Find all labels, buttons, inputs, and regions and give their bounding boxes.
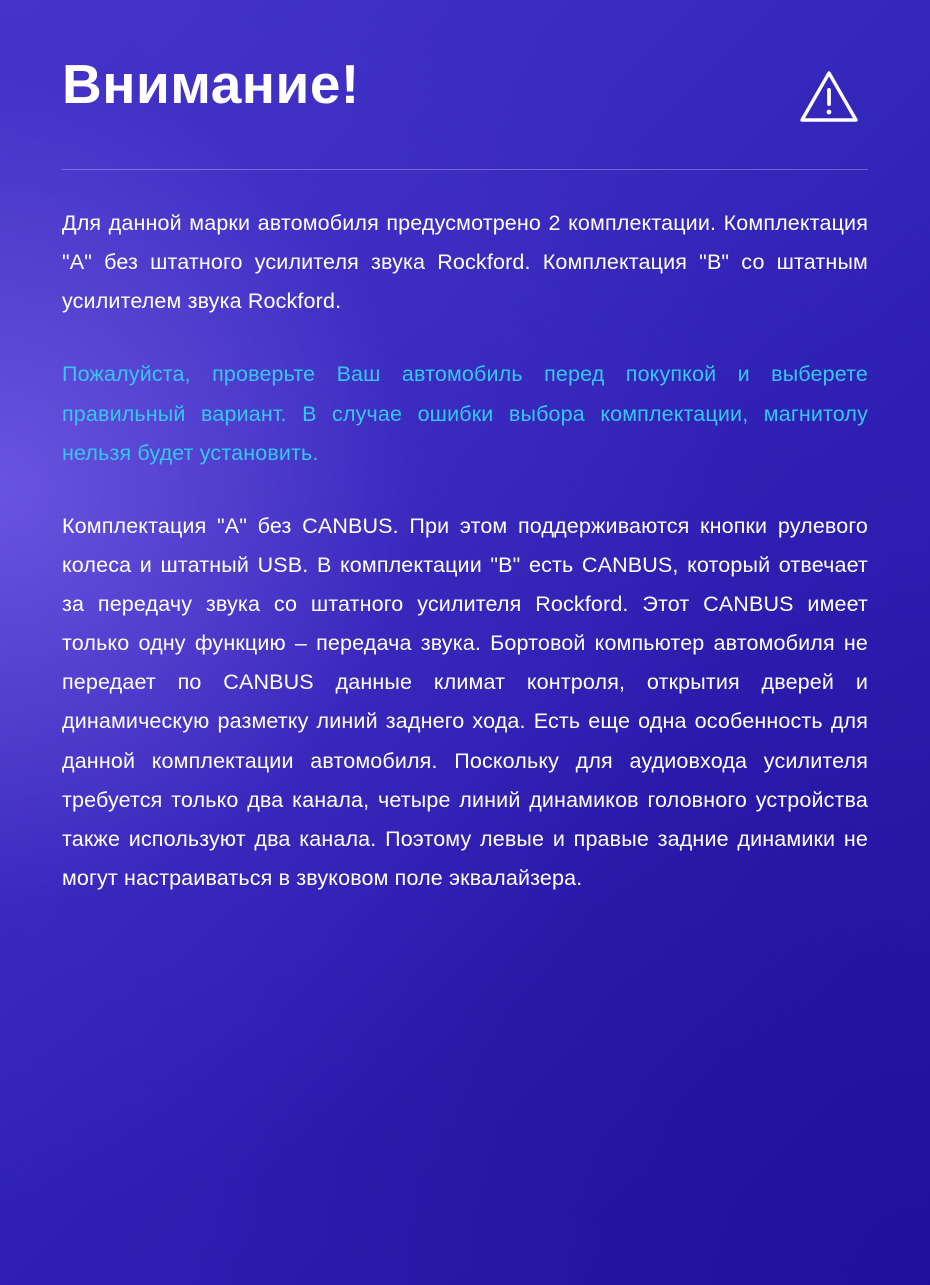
paragraph-details: Комплектация "А" без CANBUS. При этом поддерживаются кнопки рулевого колеса и штатный USB. В комплектации "В" есть CANBUS, который отвечает за передачу звука со штатного усилителя Rockford. Этот CANBUS имеет только одну функцию – передача звука. Бортовой компьютер автомобиля не передает по CANBUS данные климат контроля, открытия дверей и динамическую разметку линий заднего хода. Есть еще одна особенность для данной комплектации автомобиля. Поскольку для аудиовхода усилителя требуется только два канала, четыре линий динамиков головного устройства также используют два канала. Поэтому левые и правые задние динамики не могут настраиваться в звуковом поле эквалайзера. xyxy=(62,513,868,890)
body-copy xyxy=(58,204,872,898)
paragraph-accent-warning: Пожалуйста, проверьте Ваш автомобиль перед покупкой и выберете правильный вариант. В случае ошибки выбора комплектации, магнитолу нельзя будет установить. xyxy=(62,362,868,465)
header-divider xyxy=(62,169,868,170)
header xyxy=(58,53,872,131)
page-title: Внимание! xyxy=(62,53,360,115)
warning-triangle-icon xyxy=(798,68,860,131)
paragraph-intro: Для данной марки автомобиля предусмотрено 2 комплектации. Комплектация "А" без штатного усилителя звука Rockford. Комплектация "В" со штатным усилителем звука Rockford. xyxy=(62,211,868,314)
